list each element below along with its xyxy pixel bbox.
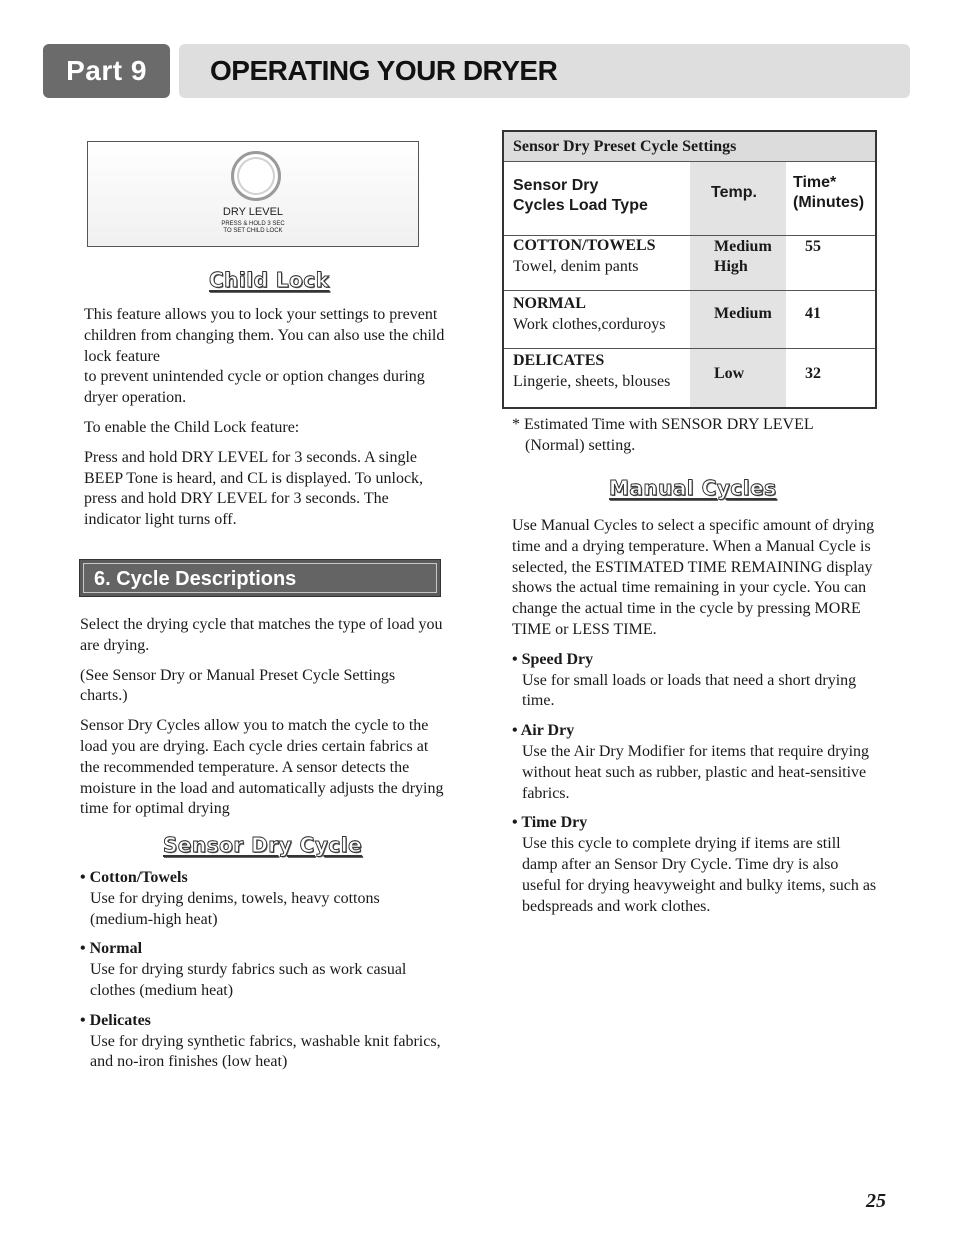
column-header-load-line1: Sensor Dry (513, 177, 599, 194)
child-lock-body (84, 305, 449, 531)
dry-level-panel-image (87, 141, 419, 247)
manual-cycles-body (512, 516, 878, 917)
list-item-text: Use for small loads or loads that need a short drying time. (522, 671, 857, 710)
list-item (512, 813, 878, 917)
child-lock-paragraph-1b: to prevent unintended cycle or option changes during dryer operation. (84, 368, 425, 407)
page-number: 25 (866, 1190, 886, 1212)
table-footnote (512, 415, 882, 457)
child-lock-paragraph-2: To enable the Child Lock feature: (84, 418, 300, 436)
column-header-time-line2: (Minutes) (793, 194, 865, 211)
table-cell-load: Work clothes,corduroys (513, 316, 666, 333)
child-lock-hint-line1: PRESS & HOLD 3 SEC (221, 221, 285, 227)
cycle-descriptions-paragraph-2: (See Sensor Dry or Manual Preset Cycle Settings charts.) (80, 666, 396, 705)
list-item-title: • Speed Dry (512, 650, 594, 668)
table-cell-load: Towel, denim pants (513, 258, 639, 275)
table-cell-temp-line2: High (714, 258, 748, 275)
table-cell-temp: Medium (714, 305, 772, 322)
table-cell-time: 55 (805, 238, 821, 255)
dry-level-label: DRY LEVEL (222, 206, 284, 218)
list-item-text: Use the Air Dry Modifier for items that require drying without heat such as rubber, plastic and heat-sensitive fabrics. (522, 742, 870, 802)
cycle-descriptions-bar (79, 559, 441, 597)
list-item (80, 868, 445, 930)
page-title: OPERATING YOUR DRYER (210, 55, 558, 86)
table-footnote-line1: * Estimated Time with SENSOR DRY LEVEL (512, 416, 814, 433)
table-cell-cycle: NORMAL (513, 295, 586, 312)
table-cell-temp: Low (714, 365, 745, 382)
list-item-title: • Normal (80, 940, 143, 958)
sensor-dry-cycle-list (80, 868, 445, 1073)
list-item-text: Use for drying denims, towels, heavy cottons (medium-high heat) (90, 889, 380, 928)
table-cell-time: 41 (805, 305, 821, 322)
dry-level-knob-icon (231, 151, 281, 201)
table-footnote-line2: (Normal) setting. (525, 436, 636, 454)
list-item (512, 650, 878, 712)
list-item-title: • Air Dry (512, 722, 575, 740)
child-lock-paragraph-3: Press and hold DRY LEVEL for 3 seconds. A single BEEP Tone is heard, and CL is displayed. To unlock, press and hold DRY LEVEL for 3 seconds. The indicator light turns off. (84, 448, 424, 529)
column-header-temp: Temp. (711, 184, 757, 201)
cycle-descriptions-paragraph-1: Select the drying cycle that matches the type of load you are drying. (80, 616, 443, 654)
title-bar (179, 44, 910, 98)
manual-cycles-intro: Use Manual Cycles to select a specific amount of drying time and a drying temperature. When a Manual Cycle is selected, the ESTIMATED TIME REMAINING display shows the actual time remaining in your cycle. You can change the actual time in the cycle by pressing MORE TIME or LESS TIME. (512, 517, 875, 638)
sensor-dry-settings-table (502, 130, 877, 409)
list-item-text: Use for drying sturdy fabrics such as work casual clothes (medium heat) (90, 961, 407, 999)
child-lock-heading: Child Lock (209, 268, 330, 292)
table-cell-time: 32 (805, 365, 821, 382)
list-item-title: • Time Dry (512, 814, 588, 832)
list-item (80, 1011, 445, 1073)
child-lock-hint-line2: TO SET CHILD LOCK (223, 228, 283, 234)
table-title: Sensor Dry Preset Cycle Settings (504, 132, 875, 162)
table-cell-temp: Medium (714, 238, 772, 255)
list-item-text: Use for drying synthetic fabrics, washable knit fabrics, and no-iron finishes (low heat) (90, 1032, 441, 1071)
sensor-dry-cycle-heading: Sensor Dry Cycle (163, 833, 363, 857)
child-lock-paragraph-1: This feature allows you to lock your settings to prevent children from changing them. You can also use the child lock feature (84, 306, 445, 365)
part-label: Part 9 (43, 44, 170, 98)
column-header-time-line1: Time* (793, 174, 837, 191)
list-item-text: Use this cycle to complete drying if items are still damp after an Sensor Dry Cycle. Time dry is also useful for drying heavyweight and bulky items, such as bedspreads and work clothes. (522, 835, 877, 915)
manual-cycles-heading: Manual Cycles (609, 476, 777, 500)
table-cell-cycle: COTTON/TOWELS (513, 237, 656, 254)
list-item-title: • Delicates (80, 1011, 151, 1029)
list-item-title: • Cotton/Towels (80, 869, 188, 886)
table-cell-cycle: DELICATES (513, 352, 605, 369)
list-item (80, 939, 445, 1001)
table-cell-load: Lingerie, sheets, blouses (513, 373, 671, 390)
cycle-descriptions-body (80, 615, 445, 820)
list-item (512, 721, 878, 804)
cycle-descriptions-heading: 6. Cycle Descriptions (94, 568, 297, 590)
column-header-load-line2: Cycles Load Type (513, 197, 648, 214)
cycle-descriptions-paragraph-3: Sensor Dry Cycles allow you to match the cycle to the load you are drying. Each cycle dries certain fabrics at the recommended temperature. A sensor detects the moisture in the load and automatically adjusts the drying time for optimal drying (80, 717, 444, 818)
